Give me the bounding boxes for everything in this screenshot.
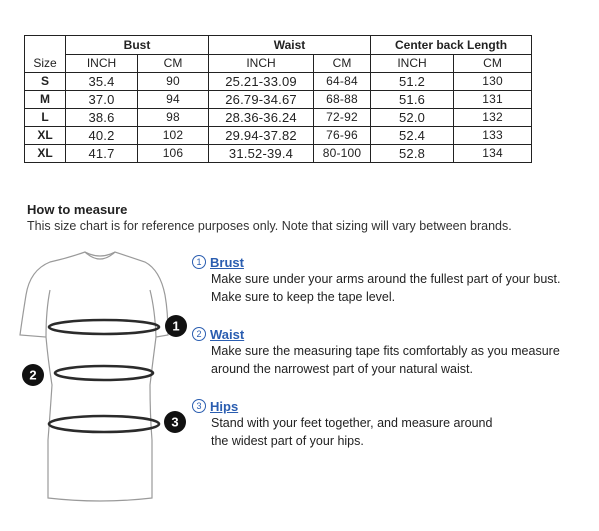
table-cell: 68-88 (314, 91, 371, 109)
corner-cell (25, 36, 66, 55)
table-row (25, 145, 532, 163)
marker-1 (165, 315, 187, 337)
table-row (25, 91, 532, 109)
header-bust: Bust (66, 36, 209, 55)
svg-text:3: 3 (171, 414, 179, 430)
header-waist: Waist (209, 36, 371, 55)
marker-2 (22, 364, 44, 386)
number-3-icon: 3 (192, 399, 206, 413)
marker-3 (164, 411, 186, 433)
table-cell: 72-92 (314, 109, 371, 127)
table-cell: 31.52-39.4 (209, 145, 314, 163)
header-center-back-length: Center back Length (371, 36, 532, 55)
bust-tape (49, 320, 159, 334)
size-chart-table (24, 35, 532, 163)
table-cell: 133 (454, 127, 532, 145)
table-cell: 80-100 (314, 145, 371, 163)
table-cell: 51.2 (371, 73, 454, 91)
measure-brust-line-2: Make sure to keep the tape level. (211, 290, 396, 304)
measure-hips (192, 398, 492, 450)
table-cell: 52.8 (371, 145, 454, 163)
unit-header: CM (138, 55, 209, 73)
table-row (25, 109, 532, 127)
dress-diagram (0, 240, 190, 525)
size-cell: XL (25, 127, 66, 145)
number-2-icon: 2 (192, 327, 206, 341)
table-cell: 90 (138, 73, 209, 91)
size-cell: XL (25, 145, 66, 163)
table-cell: 29.94-37.82 (209, 127, 314, 145)
table-cell: 51.6 (371, 91, 454, 109)
table-cell: 94 (138, 91, 209, 109)
measure-waist-line-2: around the narrowest part of your natural waist. (211, 362, 473, 376)
table-cell: 37.0 (66, 91, 138, 109)
table-row (25, 73, 532, 91)
size-cell: L (25, 109, 66, 127)
table-cell: 134 (454, 145, 532, 163)
header-size: Size (25, 55, 66, 73)
how-to-measure-title: How to measure (27, 202, 128, 217)
size-cell: S (25, 73, 66, 91)
measure-brust-line-1: Make sure under your arms around the fullest part of your bust. (211, 272, 561, 286)
measure-hips-line-2: the widest part of your hips. (211, 434, 364, 448)
table-cell: 76-96 (314, 127, 371, 145)
table-cell: 52.4 (371, 127, 454, 145)
size-cell: M (25, 91, 66, 109)
number-1-icon: 1 (192, 255, 206, 269)
measure-waist-line-1: Make sure the measuring tape fits comfortably as you measure (211, 344, 560, 358)
table-cell: 64-84 (314, 73, 371, 91)
table-cell: 28.36-36.24 (209, 109, 314, 127)
unit-header: INCH (209, 55, 314, 73)
table-cell: 41.7 (66, 145, 138, 163)
waist-tape (55, 366, 153, 380)
unit-header: CM (314, 55, 371, 73)
table-cell: 130 (454, 73, 532, 91)
measure-brust (192, 254, 560, 306)
table-cell: 98 (138, 109, 209, 127)
hip-tape (49, 416, 159, 432)
table-cell: 132 (454, 109, 532, 127)
table-cell: 35.4 (66, 73, 138, 91)
svg-text:2: 2 (29, 367, 37, 383)
measure-hips-line-1: Stand with your feet together, and measure around (211, 416, 493, 430)
table-cell: 26.79-34.67 (209, 91, 314, 109)
table-cell: 40.2 (66, 127, 138, 145)
svg-text:1: 1 (172, 318, 180, 334)
table-cell: 52.0 (371, 109, 454, 127)
unit-header: INCH (371, 55, 454, 73)
table-header-row (25, 36, 532, 55)
unit-header: CM (454, 55, 532, 73)
measure-waist-heading[interactable]: Waist (210, 326, 245, 342)
table-unit-row (25, 55, 532, 73)
measure-brust-heading[interactable]: Brust (210, 254, 244, 270)
how-to-measure-subtitle: This size chart is for reference purposes only. Note that sizing will vary between brands. (27, 219, 512, 233)
measure-hips-heading[interactable]: Hips (210, 398, 239, 414)
sleeve-left (46, 290, 50, 337)
table-cell: 25.21-33.09 (209, 73, 314, 91)
unit-header: INCH (66, 55, 138, 73)
table-cell: 38.6 (66, 109, 138, 127)
table-cell: 106 (138, 145, 209, 163)
table-cell: 102 (138, 127, 209, 145)
table-row (25, 127, 532, 145)
table-cell: 131 (454, 91, 532, 109)
measure-waist (192, 326, 560, 378)
